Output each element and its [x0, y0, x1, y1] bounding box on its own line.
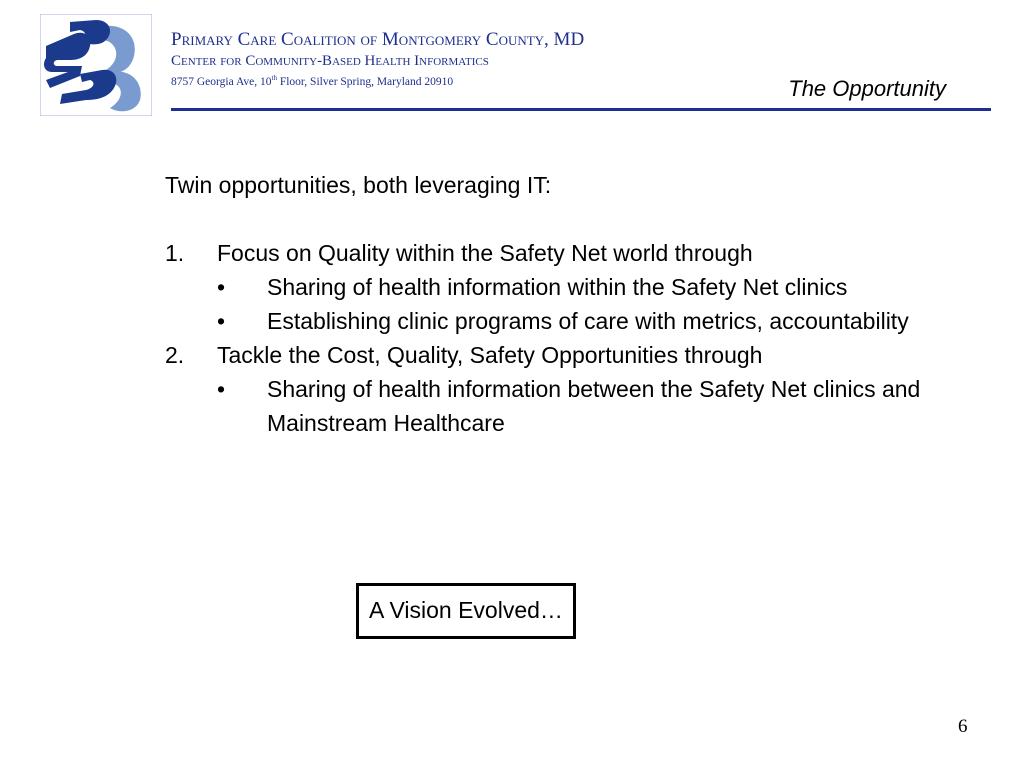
sub-bullet-text: Establishing clinic programs of care with metrics, accountability: [267, 308, 909, 334]
slide-body: [165, 168, 955, 440]
list-number: 2.: [165, 342, 185, 368]
intro-text: Twin opportunities, both leveraging IT:: [165, 172, 552, 198]
organization-header: [171, 28, 584, 90]
sub-bullet-list: [217, 372, 955, 440]
center-name: Center for Community-Based Health Informatics: [171, 53, 489, 69]
page-number: 6: [958, 716, 968, 737]
sub-bullet-item: [217, 270, 955, 304]
sub-bullet-list: [217, 270, 955, 338]
logo: [40, 14, 152, 116]
sub-bullet-text: Sharing of health information between the Safety Net clinics and Mainstream Healthcare: [267, 376, 921, 436]
list-item: [165, 236, 955, 338]
list-number: 1.: [165, 240, 185, 266]
org-name: Primary Care Coalition of Montgomery County, MD: [171, 29, 585, 50]
sub-bullet-item: [217, 304, 955, 338]
sub-bullet-item: [217, 372, 955, 440]
header-divider: [171, 108, 991, 111]
vision-callout: A Vision Evolved…: [356, 583, 576, 639]
sub-bullet-text: Sharing of health information within the Safety Net clinics: [267, 274, 848, 300]
list-item: [165, 338, 955, 440]
address-ordinal: th: [271, 74, 277, 82]
bullet-icon: •: [217, 376, 226, 402]
pcc-logo-icon: [40, 14, 152, 116]
bullet-icon: •: [217, 274, 226, 300]
opportunity-list: [165, 236, 955, 440]
bullet-icon: •: [217, 308, 226, 334]
slide-title: The Opportunity: [788, 76, 946, 101]
address-suffix: Floor, Silver Spring, Maryland 20910: [276, 75, 454, 88]
org-address: [171, 70, 584, 90]
address-prefix: 8757 Georgia Ave, 10: [171, 75, 272, 88]
list-item-text: Focus on Quality within the Safety Net world through: [217, 240, 753, 266]
list-item-text: Tackle the Cost, Quality, Safety Opportunities through: [217, 342, 763, 368]
